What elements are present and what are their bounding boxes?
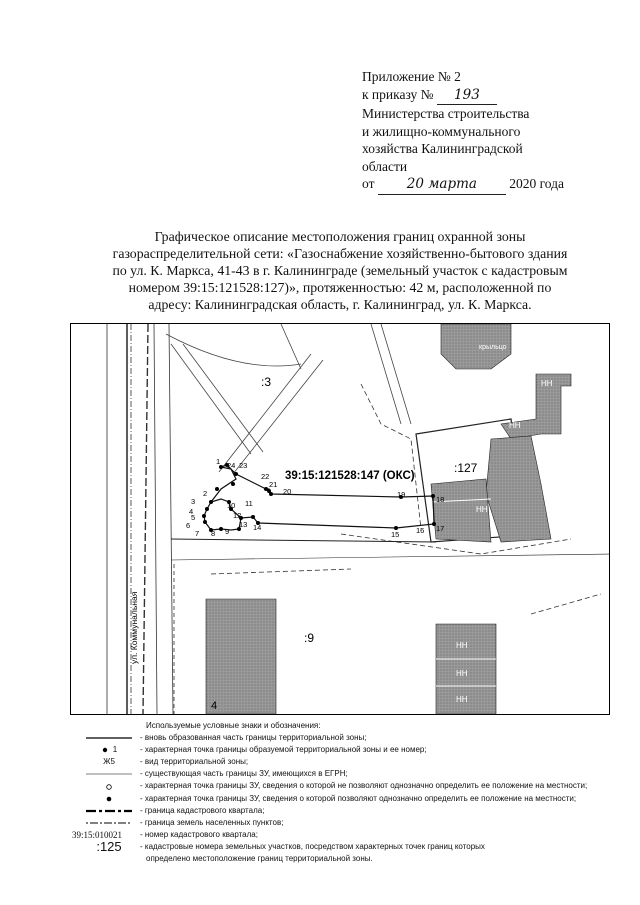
legend-symbol-hollow-circle <box>78 781 140 793</box>
nn-label-2: НН <box>509 421 521 430</box>
point-label-5: 5 <box>191 513 196 522</box>
legend-row-undefined-point: - характерная точка границы ЗУ, сведения о которой не позволяют однозначно определить ее положение на местности; <box>78 780 618 792</box>
point-label-14: 14 <box>253 523 262 532</box>
nn-label-3: НН <box>476 505 488 514</box>
legend-symbol-settlement-line <box>78 817 140 829</box>
parcel-127-label: :127 <box>454 461 478 475</box>
legend-row-quarter-boundary: - граница кадастрового квартала; <box>78 805 618 817</box>
building-number: 4 <box>211 700 218 712</box>
legend-row-zone-type: Ж5 - вид территориальной зоны; <box>78 756 618 768</box>
legend-last-line: определено местоположение границ территориальной зоны. <box>146 854 373 864</box>
point-label-12: 12 <box>233 511 242 520</box>
order-prefix: к приказу № <box>362 86 434 102</box>
point-label-22: 22 <box>261 472 270 481</box>
point-label-23: 23 <box>239 461 248 470</box>
legend-symbol-point: 1 <box>78 744 140 756</box>
title-line-5: адресу: Калининградская область, г. Калининград, ул. К. Маркса. <box>148 297 532 312</box>
point-label-11: 11 <box>245 499 253 508</box>
point-label-21: 21 <box>269 480 278 489</box>
block-lines <box>171 539 609 560</box>
date-prefix: от <box>362 176 375 191</box>
point-label-9: 9 <box>225 527 230 536</box>
point-label-17: 17 <box>436 524 445 533</box>
point-label-24: 24 <box>227 461 236 470</box>
park-paths <box>166 324 411 474</box>
ministry-line-2: и жилищно-коммунального <box>362 123 521 139</box>
point-label-4: 4 <box>189 507 194 516</box>
nn-label-4: НН <box>456 641 468 650</box>
ministry-line-4: области <box>362 158 408 174</box>
date-suffix: 2020 года <box>509 176 565 191</box>
point-label-3: 3 <box>191 497 196 506</box>
legend-row-quarter-number: 39:15:010021 - номер кадастрового квартала; <box>72 829 258 840</box>
order-number-handwritten: 193 <box>437 87 497 106</box>
legend-header: Используемые условные знаки и обозначения: <box>146 721 321 730</box>
point-label-8: 8 <box>211 529 216 538</box>
legend-row-settlement-boundary: - граница земель населенных пунктов; <box>78 817 618 829</box>
ministry-line-3: хозяйства Калининградской <box>362 141 523 156</box>
parcel-9-label: :9 <box>304 631 315 645</box>
point-label-18: 18 <box>436 495 445 504</box>
point-label-13: 13 <box>239 520 248 529</box>
document-title <box>70 228 610 313</box>
point-label-20: 20 <box>283 487 292 496</box>
point-label-10: 10 <box>227 501 236 510</box>
date-line <box>362 175 622 195</box>
title-line-3: по ул. К. Маркса, 41-43 в г. Калининграде (земельный участок с кадастровым <box>112 263 568 278</box>
point-label-19: 19 <box>397 490 406 499</box>
point-label-6: 6 <box>186 521 191 530</box>
legend-row-defined-point: - характерная точка границы ЗУ, сведения о которой позволяют однозначно определить ее положение на местности; <box>78 793 618 805</box>
legend-symbol-filled-circle <box>78 793 140 805</box>
legend-symbol-quarter-line <box>78 805 140 817</box>
legend-symbol-parcel-number: :125 <box>96 838 122 854</box>
order-line <box>362 86 622 106</box>
legend-symbol-thin-line <box>78 768 140 780</box>
point-label-1: 1 <box>216 457 221 466</box>
oks-cadastral-label: 39:15:121528:147 (ОКС) <box>285 470 415 482</box>
parcel-3-label: :3 <box>261 375 272 389</box>
legend-row-new-boundary: - вновь образованная часть границы территориальной зоны; <box>78 732 618 744</box>
nn-label-1: НН <box>541 379 553 388</box>
nn-label-5: НН <box>456 669 468 678</box>
street-lines <box>107 324 174 714</box>
point-label-7: 7 <box>195 529 200 538</box>
date-handwritten: 20 марта <box>378 176 506 195</box>
title-line-4: номером 39:15:121528:127)», протяженностью: 42 м, расположенной по <box>128 280 552 295</box>
legend-symbol-quarter-number: 39:15:010021 <box>72 829 123 840</box>
legend-row-existing-boundary: - существующая часть границы ЗУ, имеющихся в ЕГРН; <box>78 768 618 780</box>
appendix-title: Приложение № 2 <box>362 69 461 84</box>
cadastral-map <box>70 323 610 715</box>
appendix-header <box>362 68 622 195</box>
point-label-15: 15 <box>391 530 400 539</box>
map-legend <box>72 720 618 865</box>
legend-row-parcel-numbers: :125 - кадастровые номера земельных участков, посредством характерных точек границ которых <box>78 841 618 853</box>
legend-row-point: 1 - характерная точка границы образуемой территориальной зоны и ее номер; <box>78 744 618 756</box>
street-label: ул. Коммунальная <box>129 591 139 664</box>
legend-symbol-zone-type: Ж5 <box>103 757 115 767</box>
title-line-2: газораспределительной сети: «Газоснабжение хозяйственно-бытового здания <box>112 246 568 261</box>
nn-label-6: НН <box>456 695 468 704</box>
point-label-2: 2 <box>203 489 208 498</box>
ministry-line-1: Министерства строительства <box>362 106 530 121</box>
map-drawing <box>71 324 609 714</box>
legend-symbol-solid-line <box>78 732 140 744</box>
point-label-16: 16 <box>416 526 425 535</box>
title-line-1: Графическое описание местоположения границ охранной зоны <box>154 229 526 244</box>
porch-label: крыльцо <box>479 344 507 351</box>
